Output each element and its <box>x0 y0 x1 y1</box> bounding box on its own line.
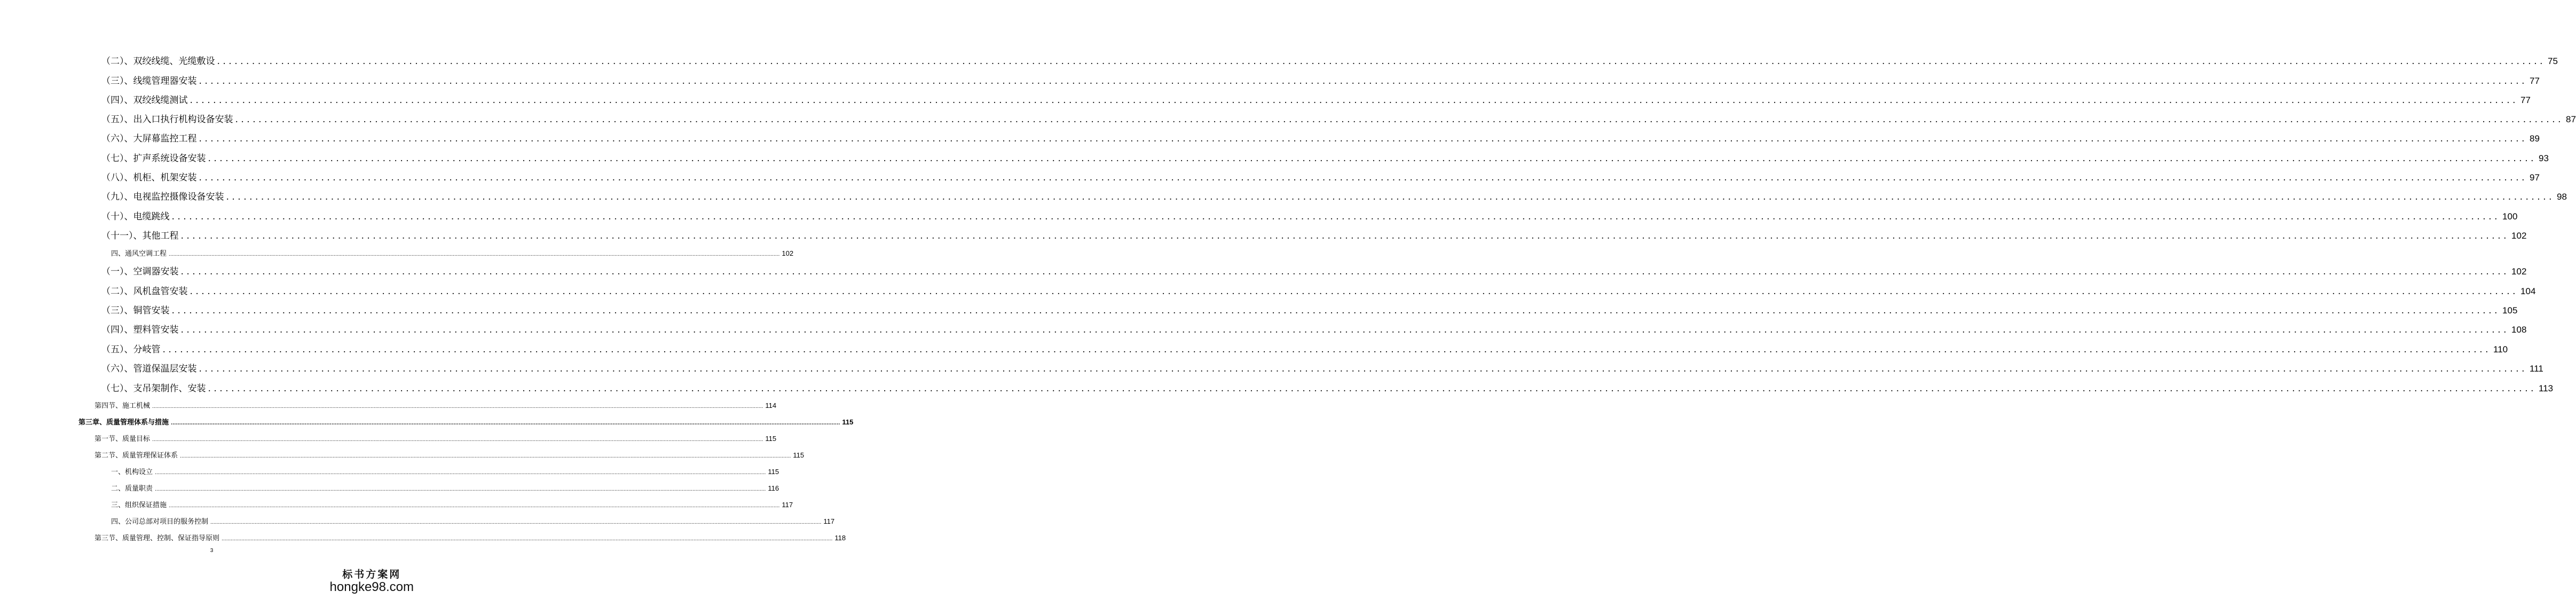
toc-entry[interactable] <box>94 400 777 410</box>
toc-entry[interactable] <box>78 416 854 427</box>
toc-entry-page-number: 77 <box>2530 76 2540 86</box>
toc-dot-leader: ................................................................................................................................................................................................................................................................................................................................................................................................................ <box>217 56 2546 67</box>
toc-entry-title: （六）、管道保温层安装 <box>101 364 197 374</box>
toc-dot-leader: ................................................................................................................................................................................................................................................................................................................................................................................................................ <box>180 454 791 459</box>
toc-dot-leader: ................................................................................................................................................................................................................................................................................................................................................................................................................ <box>199 172 2528 183</box>
toc-entry[interactable] <box>101 209 2518 222</box>
toc-entry-page-number: 114 <box>765 401 777 409</box>
toc-entry[interactable] <box>101 342 2508 355</box>
toc-entry-title: （六）、大屏幕监控工程 <box>101 133 197 144</box>
toc-entry-page-number: 102 <box>2511 231 2527 241</box>
toc-dot-leader: ................................................................................................................................................................................................................................................................................................................................................................................................................ <box>169 252 780 257</box>
toc-entry-page-number: 104 <box>2520 286 2536 296</box>
toc-entry-page-number: 110 <box>2493 344 2508 354</box>
toc-dot-leader: ................................................................................................................................................................................................................................................................................................................................................................................................................ <box>171 421 840 426</box>
toc-entry[interactable] <box>111 516 835 526</box>
toc-entry-page-number: 115 <box>768 468 779 476</box>
watermark-logo <box>330 566 414 595</box>
toc-entry[interactable] <box>101 170 2540 183</box>
toc-dot-leader: ................................................................................................................................................................................................................................................................................................................................................................................................................ <box>171 211 2501 222</box>
toc-dot-leader: ................................................................................................................................................................................................................................................................................................................................................................................................................ <box>222 537 833 542</box>
toc-entry[interactable] <box>94 450 805 460</box>
toc-entry-page-number: 77 <box>2520 95 2531 105</box>
toc-entry[interactable] <box>101 322 2527 335</box>
toc-entry-title: （五）、分岐管 <box>101 344 161 355</box>
toc-entry[interactable] <box>101 151 2549 164</box>
toc-entry-page-number: 93 <box>2539 153 2549 163</box>
toc-entry[interactable] <box>101 228 2527 241</box>
toc-entry-page-number: 115 <box>793 451 805 459</box>
toc-entry[interactable] <box>101 381 2554 394</box>
toc-entry-title: 第一节、质量目标 <box>94 435 151 443</box>
toc-entry-page-number: 100 <box>2502 211 2518 222</box>
toc-entry-title: （十一）、其他工程 <box>101 231 179 241</box>
toc-entry-page-number: 105 <box>2502 305 2518 316</box>
toc-entry[interactable] <box>111 466 779 476</box>
toc-entry-page-number: 113 <box>2539 383 2554 393</box>
toc-entry-title: （七）、扩声系统设备安装 <box>101 153 206 164</box>
toc-entry[interactable] <box>111 248 794 258</box>
toc-entry-title: （四）、塑料管安装 <box>101 325 179 335</box>
toc-entry[interactable] <box>101 264 2527 277</box>
toc-dot-leader: ................................................................................................................................................................................................................................................................................................................................................................................................................ <box>199 133 2528 144</box>
toc-entry-title: 三、组织保证措施 <box>111 501 167 509</box>
toc-entry[interactable] <box>101 189 2567 202</box>
toc-entry-page-number: 117 <box>823 517 835 525</box>
toc-entry[interactable] <box>101 361 2543 374</box>
toc-entry[interactable] <box>101 131 2540 144</box>
toc-entry[interactable] <box>101 112 2576 125</box>
toc-entry-page-number: 89 <box>2530 133 2540 144</box>
toc-entry-title: （三）、线缆管理器安装 <box>101 76 197 86</box>
toc-entry-title: （十）、电缆跳线 <box>101 211 170 222</box>
toc-entry-title: 一、机构设立 <box>111 468 153 476</box>
toc-entry-title: （四）、双绞线缆测试 <box>101 95 188 106</box>
toc-dot-leader: ................................................................................................................................................................................................................................................................................................................................................................................................................ <box>155 470 766 476</box>
toc-dot-leader: ................................................................................................................................................................................................................................................................................................................................................................................................................ <box>199 364 2528 374</box>
toc-entry-title: （五）、出入口执行机构设备安装 <box>101 114 233 125</box>
toc-dot-leader: ................................................................................................................................................................................................................................................................................................................................................................................................................ <box>162 344 2492 355</box>
toc-entry-title: （三）、铜管安装 <box>101 305 170 316</box>
toc-entry[interactable] <box>111 499 793 509</box>
toc-entry-page-number: 118 <box>834 534 846 542</box>
toc-dot-leader: ................................................................................................................................................................................................................................................................................................................................................................................................................ <box>180 266 2510 277</box>
toc-dot-leader: ................................................................................................................................................................................................................................................................................................................................................................................................................ <box>155 487 766 492</box>
toc-dot-leader: ................................................................................................................................................................................................................................................................................................................................................................................................................ <box>169 503 780 509</box>
toc-entry-page-number: 116 <box>768 484 779 492</box>
toc-entry[interactable] <box>101 53 2558 67</box>
toc-entry-page-number: 75 <box>2548 56 2558 66</box>
watermark-chinese-text: 标书方案网 <box>342 569 401 580</box>
toc-entry[interactable] <box>111 483 779 493</box>
toc-dot-leader: ................................................................................................................................................................................................................................................................................................................................................................................................................ <box>235 114 2564 125</box>
toc-entry-page-number: 115 <box>842 418 854 426</box>
toc-entry[interactable] <box>94 433 777 443</box>
page-number: 3 <box>210 548 214 554</box>
toc-entry-page-number: 111 <box>2530 364 2543 374</box>
toc-entry-page-number: 115 <box>765 435 777 443</box>
toc-entry-title: （七）、支吊架制作、安装 <box>101 383 206 394</box>
toc-dot-leader: ................................................................................................................................................................................................................................................................................................................................................................................................................ <box>199 76 2528 86</box>
toc-entry-title: 四、公司总部对项目的服务控制 <box>111 518 209 526</box>
toc-entry-title: （二）、双绞线缆、光缆敷设 <box>101 56 215 67</box>
toc-entry-page-number: 117 <box>782 501 793 509</box>
toc-entry-title: （八）、机柜、机架安装 <box>101 172 197 183</box>
toc-dot-leader: ................................................................................................................................................................................................................................................................................................................................................................................................................ <box>190 286 2519 297</box>
toc-entry-page-number: 98 <box>2557 192 2567 202</box>
toc-entry-title: 第二节、质量管理保证体系 <box>94 452 178 460</box>
toc-entry[interactable] <box>94 532 846 542</box>
toc-entry[interactable] <box>101 73 2540 86</box>
toc-entry-page-number: 102 <box>2511 266 2527 277</box>
toc-dot-leader: ................................................................................................................................................................................................................................................................................................................................................................................................................ <box>171 305 2501 316</box>
watermark-url-text: hongke98.com <box>329 580 414 594</box>
toc-dot-leader: ................................................................................................................................................................................................................................................................................................................................................................................................................ <box>208 383 2537 394</box>
toc-entry-title: 四、通风空调工程 <box>111 250 167 258</box>
toc-dot-leader: ................................................................................................................................................................................................................................................................................................................................................................................................................ <box>180 231 2510 241</box>
toc-entry-title: 二、质量职责 <box>111 485 153 493</box>
toc-entry-page-number: 108 <box>2511 325 2527 335</box>
toc-dot-leader: ................................................................................................................................................................................................................................................................................................................................................................................................................ <box>208 153 2537 164</box>
toc-entry[interactable] <box>101 303 2518 316</box>
toc-entry-title: 第四节、施工机械 <box>94 402 151 410</box>
toc-dot-leader: ................................................................................................................................................................................................................................................................................................................................................................................................................ <box>210 520 822 525</box>
toc-dot-leader: ................................................................................................................................................................................................................................................................................................................................................................................................................ <box>152 437 763 443</box>
toc-entry-title: （一）、空调器安装 <box>101 266 179 277</box>
toc-entry-title: 第三章、质量管理体系与措施 <box>78 419 169 427</box>
toc-entry-page-number: 102 <box>782 249 794 257</box>
toc-dot-leader: ................................................................................................................................................................................................................................................................................................................................................................................................................ <box>226 192 2555 202</box>
toc-entry-title: （二）、风机盘管安装 <box>101 286 188 297</box>
toc-dot-leader: ................................................................................................................................................................................................................................................................................................................................................................................................................ <box>190 95 2519 106</box>
toc-entry[interactable] <box>101 92 2531 106</box>
toc-entry-page-number: 87 <box>2566 114 2576 124</box>
toc-dot-leader: ................................................................................................................................................................................................................................................................................................................................................................................................................ <box>152 404 763 409</box>
toc-entry-page-number: 97 <box>2530 172 2540 183</box>
toc-entry[interactable] <box>101 283 2536 297</box>
toc-entry-title: （九）、电视监控摄像设备安装 <box>101 192 224 202</box>
toc-dot-leader: ................................................................................................................................................................................................................................................................................................................................................................................................................ <box>180 325 2510 335</box>
toc-entry-title: 第三节、质量管理、控制、保证指导原则 <box>94 534 220 542</box>
